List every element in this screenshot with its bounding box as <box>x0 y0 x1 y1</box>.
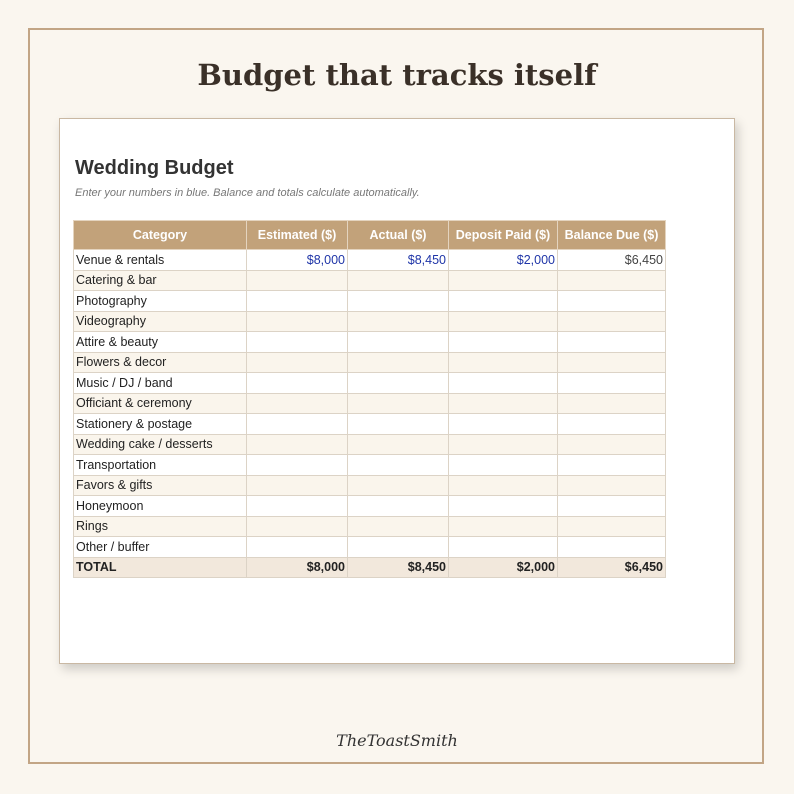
table-row <box>74 291 666 312</box>
deposit-paid-cell[interactable] <box>449 475 558 496</box>
actual-cell[interactable] <box>348 291 449 312</box>
table-row <box>74 434 666 455</box>
balance-due-cell <box>558 516 666 537</box>
category-cell: Attire & beauty <box>74 332 247 353</box>
table-row <box>74 475 666 496</box>
deposit-paid-cell[interactable] <box>449 373 558 394</box>
deposit-paid-cell[interactable] <box>449 414 558 435</box>
spreadsheet-card <box>59 118 735 664</box>
balance-due-cell <box>558 291 666 312</box>
balance-due-cell <box>558 332 666 353</box>
deposit-paid-cell[interactable] <box>449 291 558 312</box>
actual-cell[interactable] <box>348 414 449 435</box>
category-cell: Officiant & ceremony <box>74 393 247 414</box>
estimated-cell[interactable] <box>247 332 348 353</box>
estimated-cell[interactable] <box>247 414 348 435</box>
total-deposit: $2,000 <box>449 557 558 577</box>
balance-due-cell <box>558 373 666 394</box>
estimated-cell[interactable] <box>247 352 348 373</box>
balance-due-cell <box>558 537 666 558</box>
balance-due-cell <box>558 434 666 455</box>
actual-cell[interactable] <box>348 496 449 517</box>
actual-cell[interactable] <box>348 393 449 414</box>
table-row <box>74 414 666 435</box>
deposit-paid-cell[interactable] <box>449 311 558 332</box>
estimated-cell[interactable]: $8,000 <box>247 250 348 271</box>
sheet-subtitle: Enter your numbers in blue. Balance and totals calculate automatically. <box>75 187 420 199</box>
balance-due-cell <box>558 475 666 496</box>
estimated-cell[interactable] <box>247 537 348 558</box>
actual-cell[interactable] <box>348 270 449 291</box>
table-row <box>74 393 666 414</box>
estimated-cell[interactable] <box>247 291 348 312</box>
estimated-cell[interactable] <box>247 311 348 332</box>
deposit-paid-cell[interactable] <box>449 434 558 455</box>
category-cell: Honeymoon <box>74 496 247 517</box>
category-cell: Rings <box>74 516 247 537</box>
deposit-paid-cell[interactable]: $2,000 <box>449 250 558 271</box>
actual-cell[interactable] <box>348 537 449 558</box>
balance-due-cell <box>558 496 666 517</box>
actual-cell[interactable] <box>348 373 449 394</box>
category-cell: Favors & gifts <box>74 475 247 496</box>
balance-due-cell <box>558 352 666 373</box>
balance-due-cell <box>558 393 666 414</box>
table-row <box>74 270 666 291</box>
table-header-row <box>74 221 666 250</box>
sheet-title: Wedding Budget <box>75 157 234 179</box>
deposit-paid-cell[interactable] <box>449 455 558 476</box>
column-header-deposit-paid: Deposit Paid ($) <box>449 221 558 250</box>
category-cell: Other / buffer <box>74 537 247 558</box>
deposit-paid-cell[interactable] <box>449 352 558 373</box>
estimated-cell[interactable] <box>247 434 348 455</box>
deposit-paid-cell[interactable] <box>449 496 558 517</box>
estimated-cell[interactable] <box>247 455 348 476</box>
actual-cell[interactable] <box>348 311 449 332</box>
actual-cell[interactable] <box>348 516 449 537</box>
column-header-actual: Actual ($) <box>348 221 449 250</box>
balance-due-cell <box>558 270 666 291</box>
column-header-category: Category <box>74 221 247 250</box>
deposit-paid-cell[interactable] <box>449 332 558 353</box>
deposit-paid-cell[interactable] <box>449 537 558 558</box>
estimated-cell[interactable] <box>247 270 348 291</box>
footer-brand: TheToastSmith <box>336 731 458 750</box>
budget-table <box>73 220 666 578</box>
balance-due-cell <box>558 455 666 476</box>
deposit-paid-cell[interactable] <box>449 516 558 537</box>
table-row <box>74 250 666 271</box>
table-row <box>74 311 666 332</box>
total-estimated: $8,000 <box>247 557 348 577</box>
actual-cell[interactable] <box>348 434 449 455</box>
deposit-paid-cell[interactable] <box>449 270 558 291</box>
total-label: TOTAL <box>74 557 247 577</box>
estimated-cell[interactable] <box>247 496 348 517</box>
headline: Budget that tracks itself <box>197 58 597 92</box>
total-actual: $8,450 <box>348 557 449 577</box>
table-row <box>74 516 666 537</box>
table-row <box>74 332 666 353</box>
total-balance: $6,450 <box>558 557 666 577</box>
actual-cell[interactable] <box>348 455 449 476</box>
table-row <box>74 352 666 373</box>
category-cell: Photography <box>74 291 247 312</box>
category-cell: Venue & rentals <box>74 250 247 271</box>
estimated-cell[interactable] <box>247 475 348 496</box>
column-header-estimated: Estimated ($) <box>247 221 348 250</box>
category-cell: Catering & bar <box>74 270 247 291</box>
balance-due-cell <box>558 414 666 435</box>
table-row <box>74 496 666 517</box>
category-cell: Wedding cake / desserts <box>74 434 247 455</box>
category-cell: Music / DJ / band <box>74 373 247 394</box>
deposit-paid-cell[interactable] <box>449 393 558 414</box>
actual-cell[interactable] <box>348 332 449 353</box>
category-cell: Stationery & postage <box>74 414 247 435</box>
table-row <box>74 455 666 476</box>
category-cell: Flowers & decor <box>74 352 247 373</box>
actual-cell[interactable] <box>348 475 449 496</box>
estimated-cell[interactable] <box>247 516 348 537</box>
table-row <box>74 537 666 558</box>
category-cell: Transportation <box>74 455 247 476</box>
column-header-balance-due: Balance Due ($) <box>558 221 666 250</box>
estimated-cell[interactable] <box>247 393 348 414</box>
balance-due-cell <box>558 311 666 332</box>
table-row <box>74 373 666 394</box>
category-cell: Videography <box>74 311 247 332</box>
actual-cell[interactable]: $8,450 <box>348 250 449 271</box>
total-row <box>74 557 666 577</box>
estimated-cell[interactable] <box>247 373 348 394</box>
balance-due-cell: $6,450 <box>558 250 666 271</box>
actual-cell[interactable] <box>348 352 449 373</box>
